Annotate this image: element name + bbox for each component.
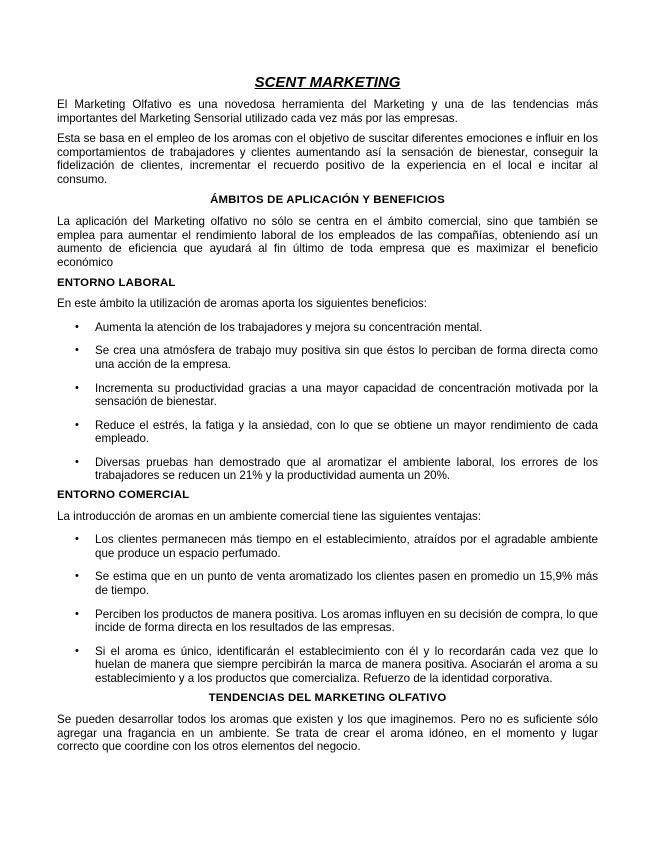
list-item: • Reduce el estrés, la fatiga y la ansiedad, con lo que se obtiene un mayor rendimiento de cada empleado. <box>75 418 598 446</box>
list-item: • Se crea una atmósfera de trabajo muy positiva sin que éstos lo perciban de forma directa como una acción de la empresa. <box>75 344 598 371</box>
list-item: • Si el aroma es único, identificarán el establecimiento con él y lo recordarán cada vez que lo huelan de manera que siempre percibirán la marca de manera positiva. Asociarán el aroma a su establecimiento y a los productos que comercializa. Refuerzo de la identidad corporativa. <box>75 644 598 685</box>
bullet-icon: • <box>75 570 79 583</box>
list-item: • Se estima que en un punto de venta aromatizado los clientes pasen en promedio un 15,9% más de tiempo. <box>75 570 598 598</box>
ambitos-paragraph: La aplicación del Marketing olfativo no sólo se centra en el ámbito comercial, sino que también se emplea para aumentar el rendimiento laboral de los empleados de las compañías, obteniendo así un aumento de eficiencia que ayudará al fin último de toda empresa que es maximizar el beneficio económico <box>57 215 598 269</box>
list-item: • Incrementa su productividad gracias a una mayor capacidad de concentración motivada por la sensación de bienestar. <box>75 381 598 409</box>
intro-paragraph-2: Esta se basa en el empleo de los aromas con el objetivo de suscitar diferentes emociones e influir en los comportamientos de trabajadores y clientes aumentando así la sensación de bienestar, conseguir la fidelización de clientes, incrementar el recuerdo positivo de la experiencia en el local e incitar al consumo. <box>57 132 598 186</box>
tendencias-paragraph: Se pueden desarrollar todos los aromas que existen y los que imaginemos. Pero no es suficiente sólo agregar una fragancia en un ambiente. Se trata de crear el aroma idóneo, en el momento y lugar correcto que coordine con los otros elementos del negocio. <box>57 713 598 754</box>
heading-entorno-comercial: ENTORNO COMERCIAL <box>57 489 190 502</box>
document-page <box>57 74 598 761</box>
intro-paragraph-1: El Marketing Olfativo es una novedosa herramienta del Marketing y una de las tendencias más importantes del Marketing Sensorial utilizado cada vez más por las empresas. <box>57 98 598 125</box>
laboral-intro: En este ámbito la utilización de aromas aporta los siguientes beneficios: <box>57 297 427 311</box>
bullet-icon: • <box>75 381 79 394</box>
heading-entorno-laboral: ENTORNO LABORAL <box>57 276 176 289</box>
comercial-bullet-list <box>57 533 598 685</box>
laboral-bullet-list <box>57 321 598 483</box>
heading-ambitos: ÁMBITOS DE APLICACIÓN Y BENEFICIOS <box>210 193 445 206</box>
bullet-icon: • <box>75 533 79 546</box>
bullet-icon: • <box>75 418 79 431</box>
heading-tendencias: TENDENCIAS DEL MARKETING OLFATIVO <box>208 691 447 704</box>
list-item: • Los clientes permanecen más tiempo en el establecimiento, atraídos por el agradable ambiente que produce un espacio perfumado. <box>75 533 598 560</box>
bullet-icon: • <box>75 320 79 333</box>
document-title: SCENT MARKETING <box>254 74 401 91</box>
comercial-intro: La introducción de aromas en un ambiente comercial tiene las siguientes ventajas: <box>57 509 482 523</box>
bullet-icon: • <box>75 607 79 620</box>
list-item: • Aumenta la atención de los trabajadores y mejora su concentración mental. <box>75 320 483 334</box>
list-item: • Perciben los productos de manera positiva. Los aromas influyen en su decisión de compra, lo que incide de forma directa en los resultados de las empresas. <box>75 607 598 635</box>
bullet-icon: • <box>75 344 79 357</box>
bullet-icon: • <box>75 455 79 468</box>
list-item: • Diversas pruebas han demostrado que al aromatizar el ambiente laboral, los errores de los trabajadores se reducen un 21% y la productividad aumenta un 20%. <box>75 455 598 483</box>
bullet-icon: • <box>75 644 79 657</box>
